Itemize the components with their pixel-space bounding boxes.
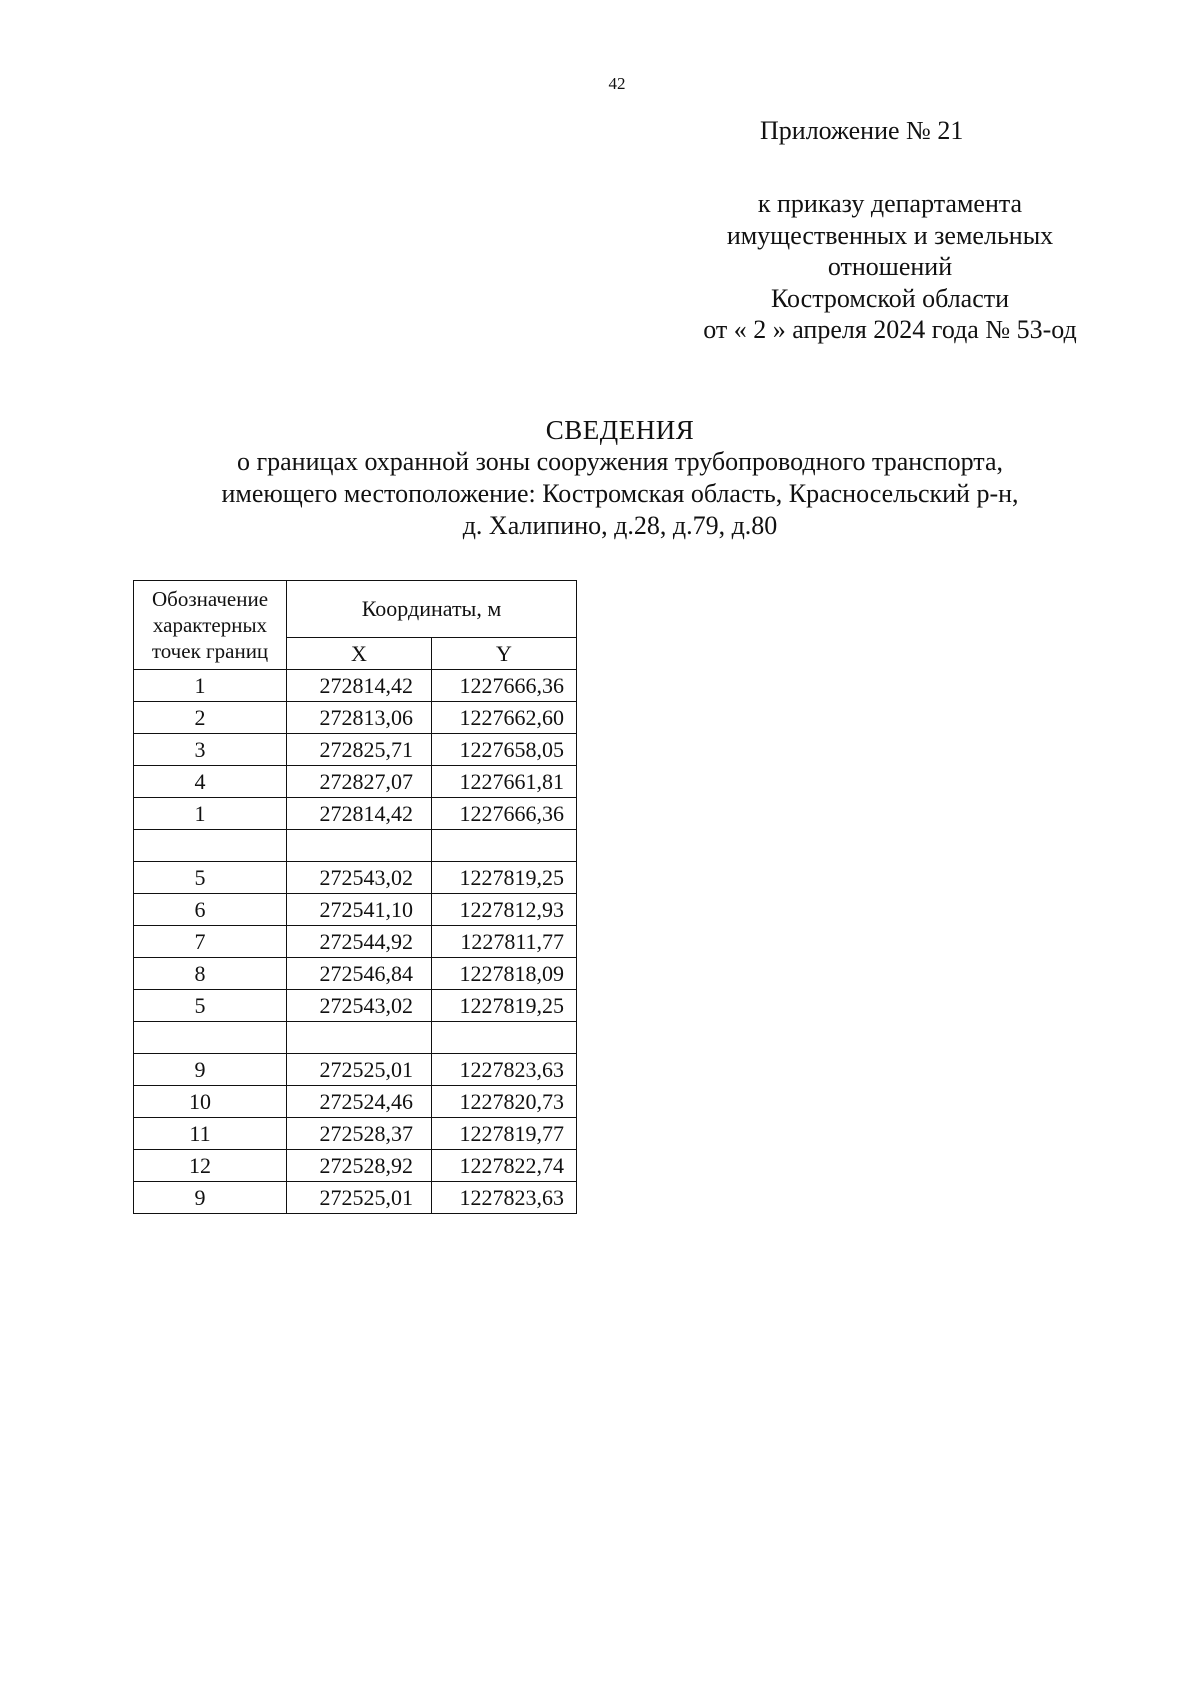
y-coordinate-cell: 1227662,60 <box>432 702 577 734</box>
page-number: 42 <box>608 74 626 93</box>
x-coordinate-cell: 272813,06 <box>287 702 432 734</box>
heading-line: имеющего местоположение: Костромская область, Красносельский р-н, <box>221 479 1019 508</box>
header-y: Y <box>432 638 577 670</box>
table-row <box>134 766 577 798</box>
y-coordinate-cell: 1227819,77 <box>432 1118 577 1150</box>
header-coordinates: Координаты, м <box>287 581 577 638</box>
table-row <box>134 1150 577 1182</box>
order-line: отношений <box>827 252 953 281</box>
table-row <box>134 798 577 830</box>
y-coordinate-cell: 1227823,63 <box>432 1182 577 1214</box>
header-label-line: точек границ <box>151 639 269 663</box>
header-x: X <box>287 638 432 670</box>
order-line: от « 2 » апреля 2024 года № 53-од <box>703 315 1077 344</box>
x-coordinate-cell: 272825,71 <box>287 734 432 766</box>
point-label-cell: 6 <box>134 894 287 926</box>
point-label-cell: 3 <box>134 734 287 766</box>
point-label-cell: 11 <box>134 1118 287 1150</box>
y-coordinate-cell: 1227819,25 <box>432 990 577 1022</box>
point-label-cell: 1 <box>134 670 287 702</box>
y-coordinate-cell: 1227661,81 <box>432 766 577 798</box>
y-coordinate-cell: 1227666,36 <box>432 798 577 830</box>
x-coordinate-cell: 272528,92 <box>287 1150 432 1182</box>
document-title: СВЕДЕНИЯ <box>545 415 695 445</box>
x-coordinate-cell: 272543,02 <box>287 862 432 894</box>
header-label-line: характерных <box>152 613 268 637</box>
x-coordinate-cell: 272525,01 <box>287 1054 432 1086</box>
order-reference <box>615 188 1165 346</box>
x-coordinate-cell: 272525,01 <box>287 1182 432 1214</box>
header-label-line: Обозначение <box>151 587 269 611</box>
y-coordinate-cell <box>432 830 577 862</box>
point-label-cell <box>134 830 287 862</box>
table-row <box>134 830 577 862</box>
point-label-cell: 5 <box>134 862 287 894</box>
y-coordinate-cell: 1227658,05 <box>432 734 577 766</box>
y-coordinate-cell: 1227820,73 <box>432 1086 577 1118</box>
y-coordinate-cell: 1227822,74 <box>432 1150 577 1182</box>
point-label-cell: 5 <box>134 990 287 1022</box>
order-line: к приказу департамента <box>757 189 1023 218</box>
x-coordinate-cell: 272814,42 <box>287 798 432 830</box>
point-label-cell: 2 <box>134 702 287 734</box>
point-label-cell: 9 <box>134 1182 287 1214</box>
y-coordinate-cell <box>432 1022 577 1054</box>
x-coordinate-cell: 272524,46 <box>287 1086 432 1118</box>
table-row <box>134 894 577 926</box>
point-label-cell: 12 <box>134 1150 287 1182</box>
appendix-title: Приложение № 21 <box>760 116 964 145</box>
document-heading <box>150 414 1090 542</box>
point-label-cell: 8 <box>134 958 287 990</box>
heading-line: д. Халипино, д.28, д.79, д.80 <box>462 511 778 540</box>
table-row <box>134 1086 577 1118</box>
table-row <box>134 1022 577 1054</box>
table-row <box>134 1182 577 1214</box>
header-point-label <box>134 581 287 670</box>
x-coordinate-cell: 272543,02 <box>287 990 432 1022</box>
table-row <box>134 958 577 990</box>
point-label-cell: 4 <box>134 766 287 798</box>
order-line: Костромской области <box>770 283 1010 313</box>
x-coordinate-cell <box>287 1022 432 1054</box>
x-coordinate-cell: 272546,84 <box>287 958 432 990</box>
y-coordinate-cell: 1227812,93 <box>432 894 577 926</box>
y-coordinate-cell: 1227818,09 <box>432 958 577 990</box>
table-row <box>134 1054 577 1086</box>
y-coordinate-cell: 1227666,36 <box>432 670 577 702</box>
point-label-cell: 9 <box>134 1054 287 1086</box>
order-line: имущественных и земельных <box>726 220 1054 250</box>
table-row <box>134 990 577 1022</box>
point-label-cell: 1 <box>134 798 287 830</box>
y-coordinate-cell: 1227819,25 <box>432 862 577 894</box>
table-row <box>134 734 577 766</box>
x-coordinate-cell <box>287 830 432 862</box>
y-coordinate-cell: 1227811,77 <box>432 926 577 958</box>
table-header-row <box>134 581 577 638</box>
table-row <box>134 702 577 734</box>
coordinates-table <box>133 580 577 1214</box>
x-coordinate-cell: 272544,92 <box>287 926 432 958</box>
table-row <box>134 926 577 958</box>
point-label-cell: 7 <box>134 926 287 958</box>
x-coordinate-cell: 272528,37 <box>287 1118 432 1150</box>
table-row <box>134 862 577 894</box>
heading-line: о границах охранной зоны сооружения трубопроводного транспорта, <box>236 447 1004 476</box>
point-label-cell: 10 <box>134 1086 287 1118</box>
x-coordinate-cell: 272541,10 <box>287 894 432 926</box>
x-coordinate-cell: 272814,42 <box>287 670 432 702</box>
point-label-cell <box>134 1022 287 1054</box>
y-coordinate-cell: 1227823,63 <box>432 1054 577 1086</box>
table-row <box>134 1118 577 1150</box>
table-row <box>134 670 577 702</box>
x-coordinate-cell: 272827,07 <box>287 766 432 798</box>
